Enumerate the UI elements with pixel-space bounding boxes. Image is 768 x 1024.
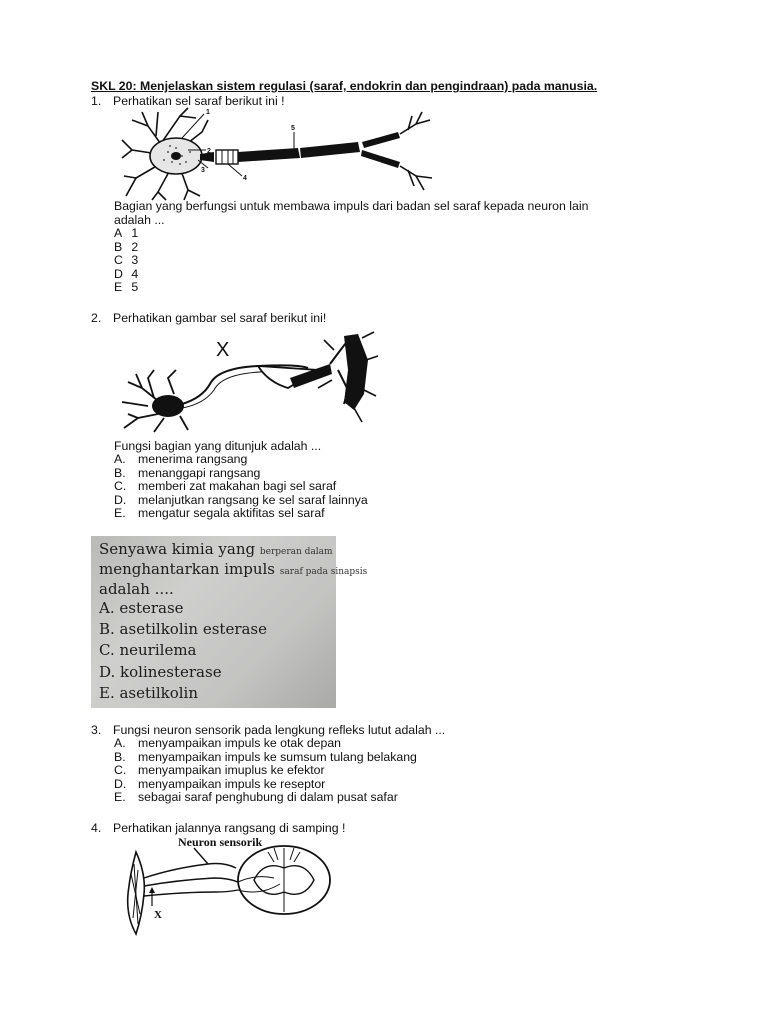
q1-label-3: 3 [201,167,205,174]
q1-stem-line2: adalah ... [114,213,165,227]
q1-option-e[interactable]: E 5 [114,280,139,295]
q1-stem [114,199,674,227]
q3-option-b[interactable]: B. menyampaikan impuls ke sumsum tulang belakang [114,749,417,764]
q1-neuron-figure [118,106,440,202]
q3-option-e[interactable]: E. sebagai saraf penghubung di dalam pusat safar [114,790,398,805]
photo-option-e: E. asetilkolin [99,684,199,702]
photo-line2: menghantarkan impuls saraf pada sinapsis [99,560,368,578]
q2-options [114,453,368,521]
q2-stem: Fungsi bagian yang ditunjuk adalah ... [114,439,322,453]
q4-prompt: Perhatikan jalannya rangsang di samping ! [113,821,346,835]
q2-prompt: Perhatikan gambar sel saraf berikut ini! [113,311,327,325]
q2-option-e[interactable]: E. mengatur segala aktifitas sel saraf [114,506,325,521]
q4-number: 4. [91,821,102,835]
q4-prompt-line [91,821,345,835]
q1-option-d[interactable]: D 4 [114,266,139,281]
q2-option-c[interactable]: C. memberi zat makahan bagi sel saraf [114,479,337,494]
q3-options [114,737,417,805]
photo-option-b: B. asetilkolin esterase [99,620,268,638]
q3-number: 3. [91,723,102,737]
question-photo [91,536,368,708]
q1-label-4: 4 [243,175,247,182]
q1-label-5: 5 [291,125,295,132]
q2-prompt-line [91,311,326,325]
q2-label-x: X [216,339,230,361]
photo-line3: adalah .... [99,580,174,598]
photo-option-c: C. neurilema [99,641,197,659]
q1-option-b[interactable]: B 2 [114,239,139,254]
q4-label-x: X [154,909,162,921]
q3-option-a[interactable]: A. menyampaikan impuls ke otak depan [114,736,342,750]
q1-label-2: 2 [207,148,211,155]
q2-option-d[interactable]: D. melanjutkan rangsang ke sel saraf lainnya [114,492,368,507]
q1-stem-line1: Bagian yang berfungsi untuk membawa impuls dari badan sel saraf kepada neuron lain [114,199,589,213]
q2-option-a[interactable]: A. menerima rangsang [114,452,248,466]
q4-figure-title: Neuron sensorik [178,835,263,849]
q2-neuron-figure [118,330,380,438]
q3-option-d[interactable]: D. menyampaikan impuls ke reseptor [114,776,326,791]
q1-option-c[interactable]: C 3 [114,253,139,268]
q3-prompt-line [91,723,445,737]
document-heading: SKL 20: Menjelaskan sistem regulasi (saraf, endokrin dan pengindraan) pada manusia. [91,79,598,93]
q1-options [114,227,138,295]
q1-option-a[interactable]: A 1 [114,226,139,240]
q2-number: 2. [91,311,102,325]
q1-prompt: Perhatikan sel saraf berikut ini ! [113,94,285,108]
photo-line1: Senyawa kimia yang berperan dalam [99,540,333,558]
q3-option-c[interactable]: C. menyampaikan imuplus ke efektor [114,763,325,778]
q2-option-b[interactable]: B. menanggapi rangsang [114,465,261,480]
photo-option-d: D. kolinesterase [99,663,222,681]
q1-number: 1. [91,94,102,108]
photo-option-a: A. esterase [99,599,184,617]
q4-reflex-figure [124,834,336,938]
q3-prompt: Fungsi neuron sensorik pada lengkung refleks lutut adalah ... [113,723,446,737]
q1-label-1: 1 [206,109,210,116]
